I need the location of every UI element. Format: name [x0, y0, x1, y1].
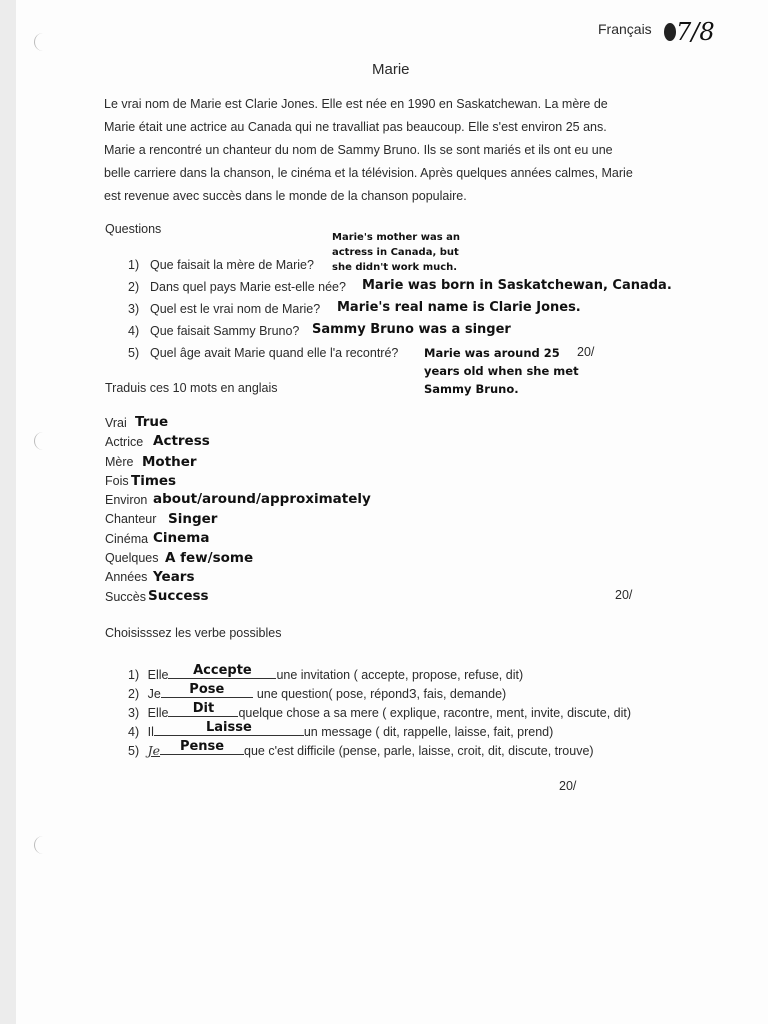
verb-subject: Je — [147, 687, 161, 701]
vocab-english: A few/some — [165, 550, 254, 566]
verb-answer: Laisse — [205, 720, 252, 735]
question-number: 2) — [128, 280, 140, 294]
question-number: 1) — [128, 258, 140, 272]
verb-number: 2) — [128, 687, 140, 701]
question-text: Quel est le vrai nom de Marie? — [150, 302, 321, 316]
question-number: 3) — [128, 302, 140, 316]
vocab-english: Cinema — [153, 530, 210, 546]
question-text: Dans quel pays Marie est-elle née? — [150, 280, 346, 294]
vocab-english: Actress — [153, 433, 210, 449]
verb-row — [128, 741, 594, 758]
vocab-french: Années — [105, 570, 148, 584]
answer-2: Marie was born in Saskatchewan, Canada. — [362, 278, 672, 293]
verb-subject: Je — [147, 743, 161, 758]
question-text: Que faisait la mère de Marie? — [150, 258, 314, 272]
vocab-english: Years — [153, 569, 195, 585]
vocab-english: Singer — [168, 511, 218, 527]
question-number: 5) — [128, 346, 140, 360]
vocab-french: Environ — [105, 493, 148, 507]
answer-3: Marie's real name is Clarie Jones. — [337, 300, 581, 315]
question-number: 4) — [128, 324, 140, 338]
verb-blank — [168, 703, 238, 717]
vocab-french: Chanteur — [105, 512, 157, 526]
vocab-french: Vrai — [105, 416, 127, 430]
verb-answer: Pose — [189, 682, 225, 697]
vocab-french: Fois — [105, 474, 129, 488]
verb-rest: une invitation ( accepte, propose, refuse, dit) — [276, 668, 524, 682]
vocab-french: Cinéma — [105, 532, 149, 546]
binder-hole-mark — [34, 33, 49, 51]
verb-row — [128, 684, 506, 701]
vocab-english: Success — [148, 588, 209, 604]
verb-rest: que c'est difficile (pense, parle, laisse, croit, dit, discute, trouve) — [244, 744, 594, 758]
verb-row — [128, 703, 631, 720]
verb-answer: Pense — [179, 739, 225, 754]
answer-5: Marie was around 25 years old when she met Sammy Bruno. — [424, 346, 579, 396]
paragraph-line: Marie était une actrice au Canada qui ne travalliat pas beaucoup. Elle s'est environ 25 ans. — [104, 120, 607, 134]
binder-hole-mark — [34, 836, 49, 854]
verb-row — [128, 722, 553, 739]
question-text: Que faisait Sammy Bruno? — [150, 324, 300, 338]
vocab-english: Times — [131, 473, 177, 489]
verb-subject: Il — [147, 725, 154, 739]
verb-blank — [154, 722, 304, 736]
verbs-heading: Choisisssez les verbe possibles — [105, 626, 282, 640]
verb-answer: Accepte — [193, 663, 252, 678]
vocab-english: about/around/approximately — [153, 491, 371, 507]
verb-answer: Dit — [192, 701, 215, 716]
paragraph-line: Marie a rencontré un chanteur du nom de Sammy Bruno. Ils se sont mariés et ils ont eu une — [104, 143, 613, 157]
verb-number: 4) — [128, 725, 140, 739]
answer-4: Sammy Bruno was a singer — [312, 322, 511, 337]
verbs-score: 20/ — [559, 779, 577, 793]
question-text: Quel âge avait Marie quand elle l'a recontré? — [150, 346, 399, 360]
verb-rest: quelque chose a sa mere ( explique, racontre, ment, invite, discute, dit) — [238, 706, 632, 720]
score-fraction: 7/8 — [676, 18, 715, 46]
vocab-french: Quelques — [105, 551, 159, 565]
story-paragraph — [104, 93, 684, 208]
questions-score: 20/ — [577, 345, 595, 359]
verb-subject: Elle — [147, 668, 169, 682]
paragraph-line: belle carriere dans la chanson, le cinéma et la télévision. Après quelques années calmes, Marie — [104, 166, 633, 180]
paragraph-line: est revenue avec succès dans le monde de la chanson populaire. — [104, 189, 467, 203]
verb-blank — [161, 684, 253, 698]
verb-number: 3) — [128, 706, 140, 720]
vocab-english: Mother — [142, 454, 197, 470]
scan-left-edge — [0, 0, 16, 1024]
vocab-heading: Traduis ces 10 mots en anglais — [105, 381, 278, 395]
binder-hole-mark — [34, 432, 49, 450]
vocab-french: Actrice — [105, 435, 144, 449]
verb-blank — [168, 665, 276, 679]
answer-1: Marie's mother was an actress in Canada, but she didn't work much. — [332, 232, 461, 273]
paragraph-line: Le vrai nom de Marie est Clarie Jones. Elle est née en 1990 en Saskatchewan. La mère de — [104, 97, 608, 111]
questions-heading: Questions — [105, 222, 162, 236]
verb-number: 1) — [128, 668, 140, 682]
verb-rest: un message ( dit, rappelle, laisse, fait, prend) — [303, 725, 554, 739]
vocab-french: Mère — [105, 455, 134, 469]
verb-row — [128, 665, 523, 682]
vocab-french: Succès — [105, 590, 146, 604]
subject-label: Français — [598, 21, 652, 37]
vocab-english: True — [135, 414, 169, 430]
verb-blank — [160, 741, 244, 755]
verb-subject: Elle — [147, 706, 169, 720]
verb-rest: une question( pose, répondЗ, fais, demande) — [256, 687, 507, 701]
verb-number: 5) — [128, 744, 140, 758]
page-title: Marie — [372, 61, 410, 78]
vocab-score: 20/ — [615, 588, 633, 602]
